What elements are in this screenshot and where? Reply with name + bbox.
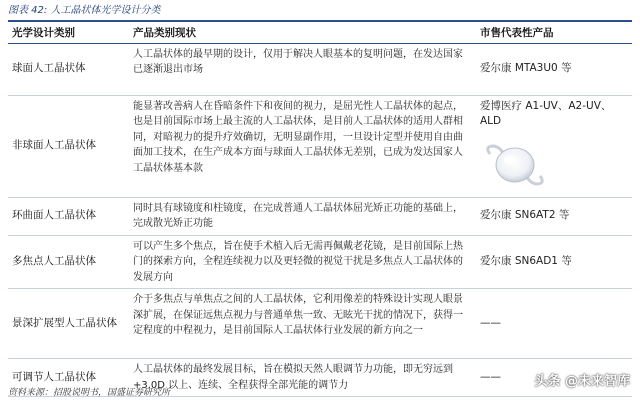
table-row — [8, 197, 632, 235]
row-description: 人工晶状体的最早期的设计，仅用于解决人眼基本的复明问题，在发达国家已逐渐退出市场 — [129, 43, 476, 95]
header-product: 市售代表性产品 — [476, 23, 632, 43]
row-description: 同时具有球镜度和柱镜度，在完成普通人工晶状体屈光矫正功能的基础上，完成散光矫正功能 — [129, 197, 476, 235]
source-note: 资料来源：招股说明书，国盛证券研究所 — [8, 388, 171, 398]
row-description: 人工晶状体的最终发展目标，旨在模拟天然人眼调节力功能，即无穷远到+3.0D 以上、连续、全程获得全部光能的调节力 — [129, 359, 476, 397]
caption-rule — [8, 20, 632, 22]
watermark: 头条 @未来智库 — [534, 374, 630, 389]
row-category: 景深扩展型人工晶状体 — [8, 289, 129, 359]
intraocular-lens-icon — [482, 140, 548, 190]
row-description: 介于多焦点与单焦点之间的人工晶状体，它利用像差的特殊设计实现人眼景深扩展，在保证远焦点视力与普通单焦一致、无眩光干扰的情况下，获得一定程度的中程视力，是目前国际人工晶状体行业发展的新方向之一 — [129, 289, 476, 359]
row-category: 非球面人工晶状体 — [8, 95, 129, 197]
header-description: 产品类别现状 — [129, 23, 476, 43]
row-product: 爱尔康 SN6AD1 等 — [476, 235, 632, 289]
row-product: 爱尔康 MTA3U0 等 — [476, 43, 632, 95]
table-row — [8, 95, 632, 197]
lens-design-table — [8, 23, 632, 397]
header-category: 光学设计类别 — [8, 23, 129, 43]
table-row — [8, 43, 632, 95]
row-product: 爱博医疗 A1-UV、A2-UV、ALD — [480, 99, 612, 127]
row-description: 可以产生多个焦点，旨在使手术植入后无需再佩戴老花镜，是目前国际上热门的探索方向，全程连续视力以及更轻微的视觉干扰是多焦点人工晶状体的发展方向 — [129, 235, 476, 289]
row-description: 能显著改善病人在昏暗条件下和夜间的视力，是屈光性人工晶状体的起点，也是目前国际市场上最主流的人工晶状体，是目前人工晶状体的适用人群相同，对暗视力的提升疗效确切，无明显副作用，一旦设计定型并使用自由曲面加工技术，在生产成本方面与球面人工晶状体无差别，已成为发达国家人工晶状体基本款 — [129, 95, 476, 197]
row-category: 球面人工晶状体 — [8, 43, 129, 95]
table-row — [8, 289, 632, 359]
row-product: —— — [476, 289, 632, 359]
row-product: —— — [476, 359, 632, 397]
table-header-row — [8, 23, 632, 43]
row-category: 环曲面人工晶状体 — [8, 197, 129, 235]
figure-caption: 图表 42: 人工晶状体光学设计分类 — [8, 5, 161, 16]
row-product: 爱尔康 SN6AT2 等 — [476, 197, 632, 235]
row-category: 多焦点人工晶状体 — [8, 235, 129, 289]
row-product-cell — [476, 95, 632, 197]
table-row — [8, 235, 632, 289]
row-category: 可调节人工晶状体 — [8, 359, 129, 397]
